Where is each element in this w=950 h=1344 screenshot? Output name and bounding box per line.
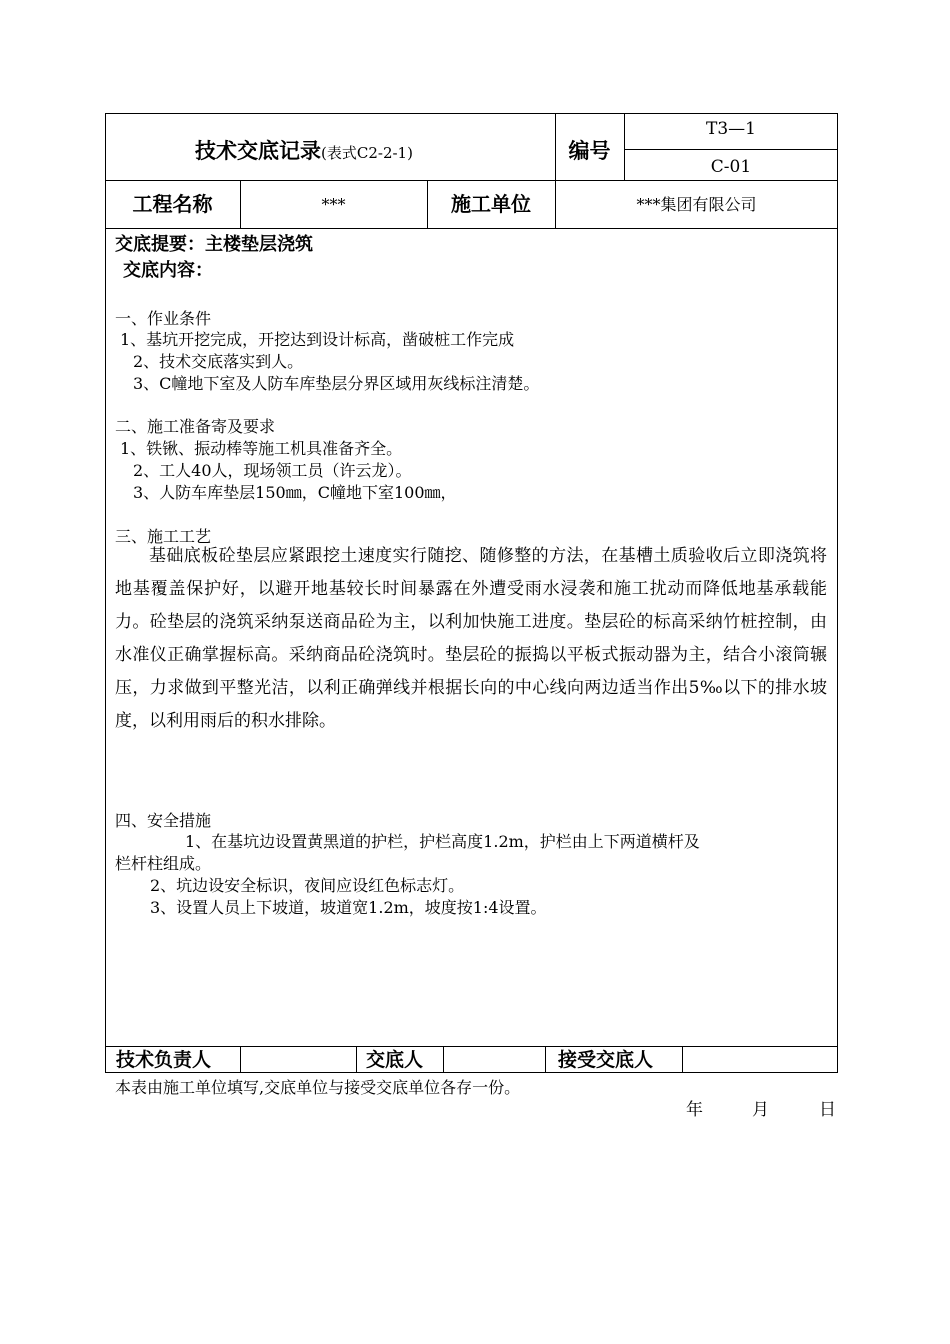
date-year: 年 — [686, 1100, 703, 1120]
info-divider — [105, 228, 838, 229]
number-divider — [624, 149, 838, 150]
sig-col-divider-1 — [240, 1046, 241, 1073]
section-1-item-3: 3、C幢地下室及人防车库垫层分界区域用灰线标注清楚。 — [133, 374, 540, 393]
number-bottom: C-01 — [710, 157, 752, 177]
sig-col-divider-4 — [545, 1046, 546, 1073]
section-4-title: 四、安全措施 — [115, 811, 212, 830]
sig-col-divider-5 — [682, 1046, 683, 1073]
section-1-item-2: 2、技术交底落实到人。 — [133, 352, 304, 371]
section-4-item-3: 3、设置人员上下坡道，坡道宽1.2m，坡度按1:4设置。 — [150, 898, 547, 917]
form-title-group — [195, 137, 413, 167]
sig-col-divider-3 — [443, 1046, 444, 1073]
date-month: 月 — [752, 1100, 769, 1120]
header-divider — [105, 180, 838, 181]
discloser-label: 交底人 — [366, 1049, 424, 1071]
construction-unit-label: 施工单位 — [451, 192, 531, 216]
disclosure-summary: 交底提要：主楼垫层浇筑 — [115, 234, 313, 255]
receiver-value[interactable] — [684, 1049, 836, 1071]
sig-col-divider-2 — [356, 1046, 357, 1073]
section-4-item-1-cont: 栏杆柱组成。 — [115, 854, 212, 873]
number-top: T3—1 — [706, 119, 756, 139]
section-1-item-1: 1、基坑开挖完成，开挖达到设计标高，凿破桩工作完成 — [120, 330, 515, 349]
form-title: 技术交底记录 — [195, 139, 321, 163]
section-2-item-2: 2、工人40人，现场领工员（许云龙）。 — [133, 461, 412, 480]
section-4-item-1: 1、在基坑边设置黄黑道的护栏，护栏高度1.2m，护栏由上下两道横杆及 — [185, 832, 700, 851]
construction-unit-value: ***集团有限公司 — [636, 195, 757, 214]
section-1-title: 一、作业条件 — [115, 309, 212, 328]
date-day: 日 — [819, 1100, 836, 1120]
section-2-item-3: 3、人防车库垫层150㎜，C幢地下室100㎜， — [133, 483, 457, 502]
section-2-item-1: 1、铁锹、振动棒等施工机具准备齐全。 — [120, 439, 403, 458]
project-name-value: *** — [321, 195, 346, 214]
section-4-item-2: 2、坑边设安全标识，夜间应设红色标志灯。 — [150, 876, 465, 895]
section-3-title: 三、施工工艺 — [115, 527, 212, 546]
tech-lead-label: 技术负责人 — [116, 1049, 212, 1071]
section-2-title: 二、施工准备寄及要求 — [115, 417, 276, 436]
number-label: 编号 — [568, 139, 611, 163]
form-code: (表式C2-2-1) — [321, 144, 413, 162]
receiver-label: 接受交底人 — [558, 1049, 654, 1071]
signature-divider — [105, 1046, 838, 1047]
project-name-label: 工程名称 — [132, 192, 213, 216]
disclosure-content-label: 交底内容： — [123, 260, 213, 281]
footer-note: 本表由施工单位填写,交底单位与接受交底单位各存一份。 — [115, 1078, 521, 1097]
discloser-value[interactable] — [445, 1049, 543, 1071]
section-3-paragraph: 基础底板砼垫层应紧跟挖土速度实行随挖、随修整的方法，在基槽土质验收后立即浇筑将地基覆盖保护好，以避开地基较长时间暴露在外遭受雨水浸袭和施工扰动而降低地基承载能力。砼垫层的浇筑采纳泵送商品砼为主，以利加快施工进度。垫层砼的标高采纳竹桩控制，由水准仪正确掌握标高。采纳商品砼浇筑时。垫层砼的振捣以平板式振动器为主，结合小滚筒辗压，力求做到平整光洁，以利正确弹线并根据长向的中心线向两边适当作出5‰以下的排水坡度，以利用雨后的积水排除。 — [115, 546, 827, 731]
tech-lead-value[interactable] — [242, 1049, 354, 1071]
